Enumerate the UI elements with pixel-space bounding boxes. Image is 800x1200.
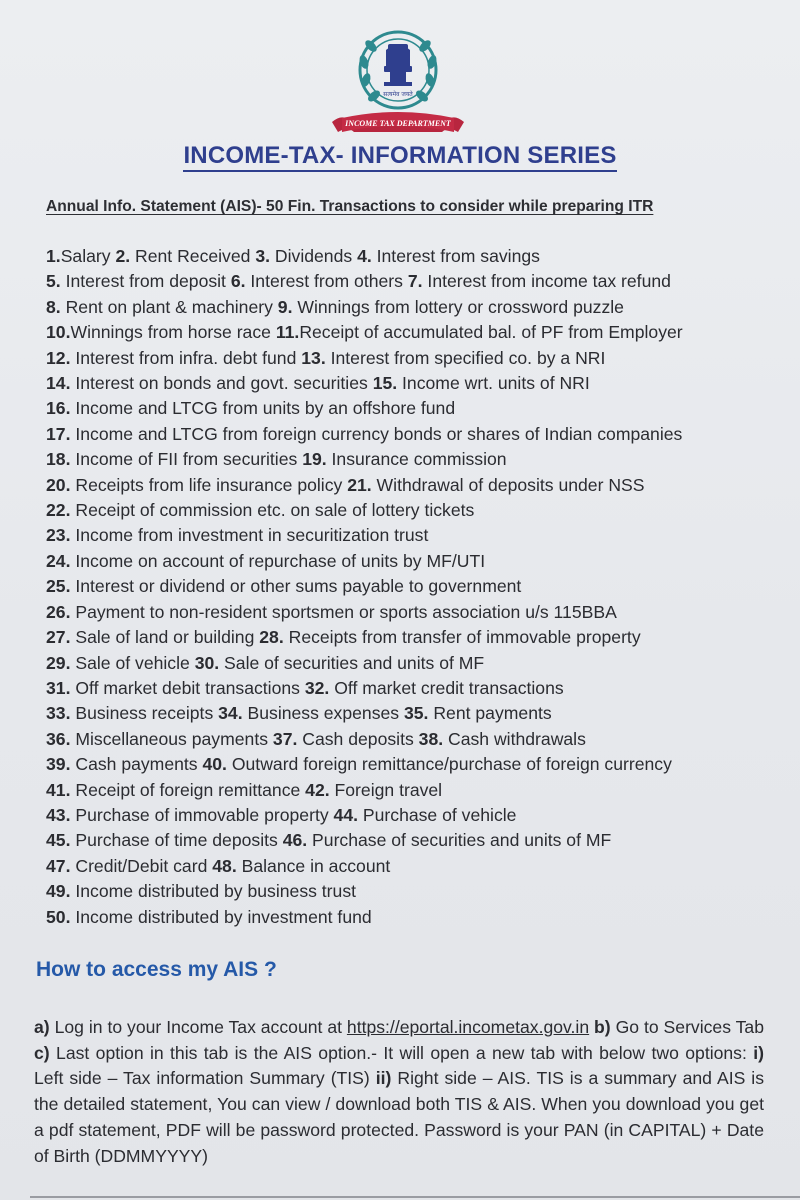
item-text: Interest or dividend or other sums payable to government [70,576,522,597]
item-number: 24. [46,550,71,571]
item-text: Purchase of securities and units of MF [307,830,612,851]
item-number: 22. [46,500,71,521]
item-number: 30. [194,652,220,673]
item-number: 36. [46,728,71,749]
item-number: 7. [407,271,423,292]
list-item [46,320,786,345]
page-title-text: INCOME-TAX- INFORMATION SERIES [183,142,616,172]
item-text: Interest from others [245,271,408,292]
item-text: Business expenses [242,703,404,724]
list-item [46,651,786,676]
item-text: Income on account of repurchase of units by MF/UTI [70,550,486,571]
item-number: 1. [46,246,61,266]
item-number: 13. [301,347,326,368]
list-item [46,727,786,752]
item-number: 37. [272,728,298,749]
list-item [46,676,786,701]
item-text: Rent on plant & machinery [60,296,278,317]
item-text: Business receipts [70,703,219,724]
item-number: 11. [275,322,300,343]
item-text: Winnings from horse race [70,322,276,343]
item-text: Income of FII from securities [70,449,303,470]
item-text: Income distributed by business trust [70,881,357,902]
item-text: Payment to non-resident sportsmen or sports association u/s 115BBA [70,601,617,622]
item-number: 40. [202,754,227,775]
item-number: 12. [46,347,71,368]
step-marker: c) [34,1042,50,1063]
list-item [46,752,786,777]
item-text: Interest from income tax refund [422,271,671,292]
item-number: 18. [46,449,71,470]
emblem-motto: सत्यमेव जयते [383,91,413,98]
item-number: 41. [46,779,71,800]
item-text: Rent Received [130,246,256,266]
item-number: 39. [46,754,71,775]
list-item [46,523,786,548]
bottom-divider [30,1196,800,1198]
item-text: Interest from deposit [60,271,231,292]
step-marker: i) [753,1042,764,1063]
eportal-link[interactable]: https://eportal.incometax.gov.in [346,1017,590,1037]
item-text: Cash payments [70,754,203,775]
item-text: Foreign travel [329,779,443,800]
item-number: 15. [372,373,398,394]
list-item [46,600,786,625]
item-number: 8. [46,296,61,317]
list-item [46,473,786,498]
step-text: Log in to your Income Tax account at [49,1017,347,1037]
list-item [46,269,786,294]
item-number: 38. [418,728,444,749]
item-text: Outward foreign remittance/purchase of foreign currency [226,754,672,775]
item-text: Off market debit transactions [70,677,305,698]
list-item [46,574,786,599]
item-number: 29. [46,652,71,673]
item-text: Withdrawal of deposits under NSS [371,474,645,495]
item-text: Miscellaneous payments [70,728,273,749]
item-text: Receipt of foreign remittance [70,779,306,800]
step-marker: b) [594,1017,611,1037]
step-text: Left side – Tax information Summary (TIS) [34,1068,376,1089]
item-text: Income and LTCG from foreign currency bonds or shares of Indian companies [70,423,683,444]
item-text: Interest from infra. debt fund [70,347,302,368]
item-number: 21. [347,474,372,495]
item-text: Interest from savings [371,246,540,266]
item-number: 32. [304,677,330,698]
item-text: Sale of land or building [70,627,260,648]
step-marker: ii) [375,1068,392,1089]
item-text: Sale of securities and units of MF [219,652,485,673]
income-tax-emblem [318,22,478,140]
item-number: 28. [259,627,284,648]
page-subtitle: Annual Info. Statement (AIS)- 50 Fin. Transactions to consider while preparing ITR [46,198,654,215]
item-text: Purchase of vehicle [358,804,517,825]
list-item [46,803,786,828]
item-text: Income distributed by investment fund [70,906,372,927]
item-number: 9. [277,296,293,317]
item-number: 35. [403,703,429,724]
list-item [46,879,786,904]
item-number: 3. [255,246,271,266]
item-number: 47. [46,855,71,876]
item-text: Dividends [270,246,358,266]
item-text: Receipt of commission etc. on sale of lottery tickets [70,500,475,521]
item-text: Interest from specified co. by a NRI [325,347,606,368]
item-number: 45. [46,830,71,851]
item-text: Income and LTCG from units by an offshore fund [70,398,456,419]
item-text: Purchase of time deposits [70,830,283,851]
step-text: Right side – AIS. TIS is a summary and AIS is the detailed statement, You can view / download both TIS & AIS. When you download you get a pdf statement, PDF will be password protected. Password is your PAN (in CAPITAL) + Date of Birth (DDMMYYYY) [34,1068,765,1166]
list-item [46,244,786,269]
item-number: 23. [46,525,71,546]
item-number: 27. [46,627,71,648]
item-number: 25. [46,576,71,597]
item-text: Income wrt. units of NRI [397,373,590,394]
item-number: 48. [212,855,237,876]
item-number: 34. [218,703,243,724]
item-number: 14. [46,373,71,394]
emblem-icon [318,22,478,140]
list-item [46,295,786,320]
item-number: 33. [46,703,71,724]
item-number: 49. [46,881,71,902]
item-text: Receipts from life insurance policy [70,474,348,495]
item-text: Off market credit transactions [329,677,564,698]
item-number: 31. [46,677,71,698]
item-number: 10. [46,322,71,343]
item-number: 46. [282,830,308,851]
item-text: Sale of vehicle [70,652,195,673]
item-text: Balance in account [236,855,391,876]
item-text: Interest on bonds and govt. securities [70,373,373,394]
list-item [46,778,786,803]
list-item [46,828,786,853]
item-text: Salary [60,246,116,266]
item-number: 5. [46,271,61,292]
list-item [46,854,786,879]
page-title [0,142,800,170]
item-number: 16. [46,398,71,419]
item-text: Insurance commission [326,449,507,470]
item-text: Cash withdrawals [443,728,586,749]
item-text: Purchase of immovable property [70,804,334,825]
item-number: 4. [357,246,372,266]
list-item [46,447,786,472]
list-item [46,905,786,930]
item-number: 17. [46,423,71,444]
item-text: Receipt of accumulated bal. of PF from Employer [299,322,683,343]
howto-heading: How to access my AIS ? [36,958,277,981]
item-text: Cash deposits [297,728,419,749]
item-number: 42. [305,779,330,800]
item-number: 2. [115,246,131,266]
step-marker: a) [34,1017,50,1037]
list-item [46,371,786,396]
item-number: 50. [46,906,71,927]
item-number: 26. [46,601,71,622]
item-number: 6. [230,271,246,292]
list-item [46,549,786,574]
step-text: Last option in this tab is the AIS option.- It will open a new tab with below two options: [49,1042,754,1063]
item-text: Income from investment in securitization trust [70,525,429,546]
emblem-banner-text: INCOME TAX DEPARTMENT [345,119,451,128]
item-number: 44. [333,804,358,825]
transactions-list [46,244,786,930]
item-number: 43. [46,804,71,825]
item-number: 20. [46,474,71,495]
list-item [46,346,786,371]
list-item [46,498,786,523]
item-number: 19. [302,449,327,470]
item-text: Winnings from lottery or crossword puzzle [292,296,624,317]
step-text: Go to Services Tab [610,1017,764,1037]
list-item [46,422,786,447]
list-item [46,701,786,726]
list-item [46,625,786,650]
item-text: Credit/Debit card [70,855,213,876]
howto-paragraph [34,1015,764,1169]
item-text: Receipts from transfer of immovable property [283,627,641,648]
item-text: Rent payments [428,703,552,724]
list-item [46,396,786,421]
